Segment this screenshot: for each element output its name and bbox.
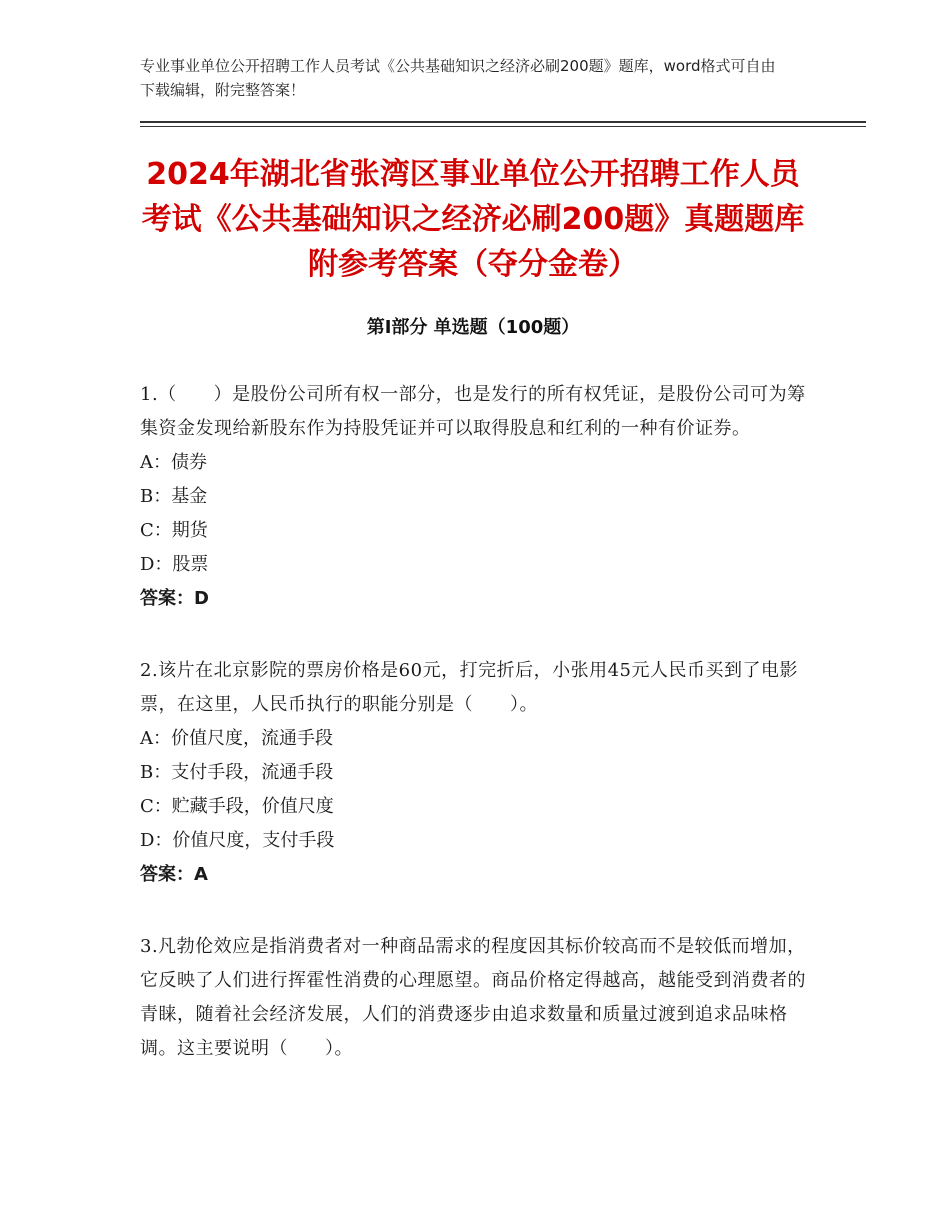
- header-note: 专业事业单位公开招聘工作人员考试《公共基础知识之经济必刷200题》题库，word格式可自由下载编辑，附完整答案！: [140, 57, 776, 99]
- option-d: D：价值尺度，支付手段: [140, 830, 335, 851]
- option-a: A：价值尺度，流通手段: [140, 728, 333, 749]
- question-stem: 2.该片在北京影院的票房价格是60元，打完折后，小张用45元人民币买到了电影票，在这里，人民币执行的职能分别是（ ）。: [140, 660, 798, 715]
- option-c: C：贮藏手段，价值尺度: [140, 796, 334, 817]
- option-c: C：期货: [140, 520, 208, 541]
- question-list: [140, 378, 806, 1066]
- answer: 答案：D: [140, 588, 209, 609]
- header-rule-thick: [140, 121, 866, 123]
- question-2: [140, 654, 806, 892]
- question-stem: 1.（ ）是股份公司所有权一部分，也是发行的所有权凭证，是股份公司可为筹集资金发现给新股东作为持股凭证并可以取得股息和红利的一种有价证券。: [140, 384, 806, 439]
- document-title: 2024年湖北省张湾区事业单位公开招聘工作人员考试《公共基础知识之经济必刷200题》真题题库附参考答案（夺分金卷）: [141, 157, 805, 282]
- question-spacer: [140, 892, 806, 930]
- option-d: D：股票: [140, 554, 209, 575]
- header-rule-thin: [140, 126, 866, 127]
- option-b: B：支付手段，流通手段: [140, 762, 334, 783]
- answer: 答案：A: [140, 864, 208, 885]
- question-spacer: [140, 616, 806, 654]
- section-title: 第Ⅰ部分 单选题（100题）: [366, 317, 580, 338]
- question-stem: 3.凡勃伦效应是指消费者对一种商品需求的程度因其标价较高而不是较低而增加，它反映了人们进行挥霍性消费的心理愿望。商品价格定得越高，越能受到消费者的青睐，随着社会经济发展，人们的消费逐步由追求数量和质量过渡到追求品味格调。这主要说明（ ）。: [140, 936, 806, 1059]
- option-b: B：基金: [140, 486, 208, 507]
- question-3: [140, 930, 806, 1066]
- option-a: A：债券: [140, 452, 207, 473]
- question-1: [140, 378, 806, 616]
